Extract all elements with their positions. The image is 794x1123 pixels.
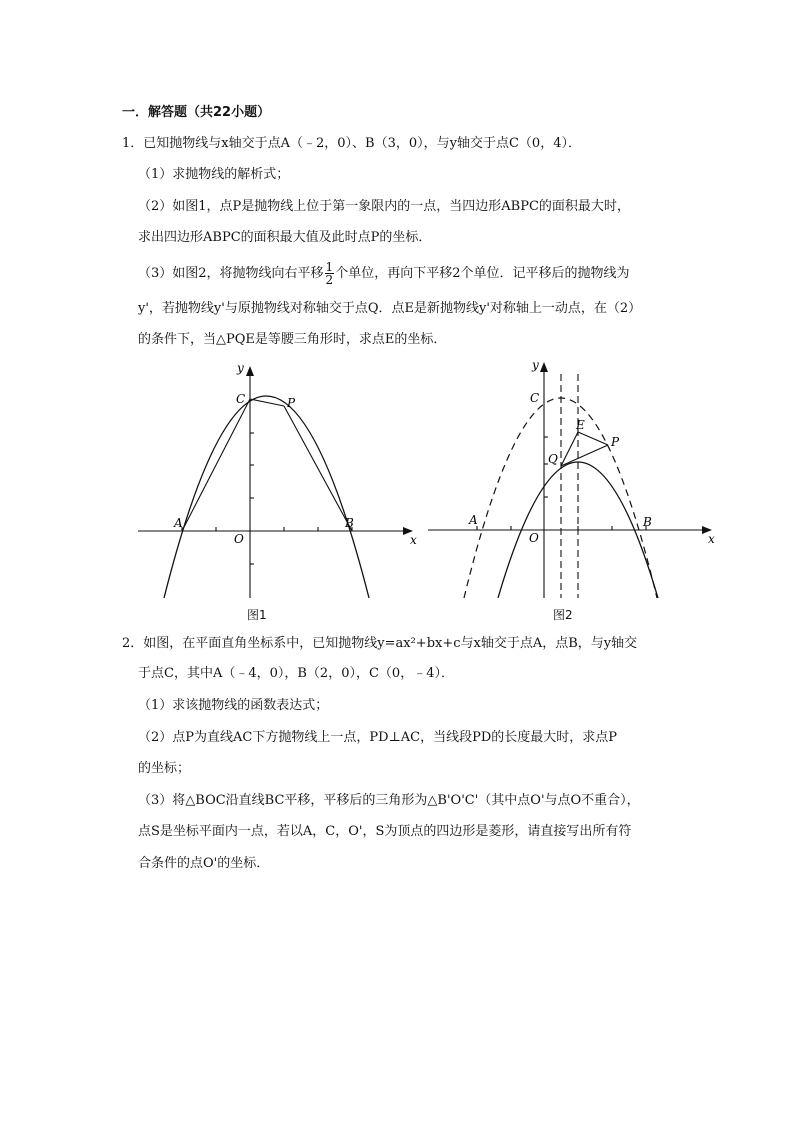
question-2-stem-line-2: 于点C，其中A（﹣4，0），B（2，0），C（0，﹣4）． — [138, 666, 454, 681]
figure-2 — [422, 352, 722, 626]
figure-1-label-P: P — [287, 396, 296, 410]
question-2-part-2-line-2: 的坐标； — [138, 761, 191, 776]
question-1-part-2-line-2: 求出四边形ABPC的面积最大值及此时点P的坐标． — [138, 230, 432, 245]
figure-2-label-E: E — [576, 418, 585, 432]
figure-1-label-O: O — [234, 532, 244, 546]
fraction-denominator: 2 — [325, 273, 334, 287]
figure-1-y-arrow — [246, 366, 254, 376]
figure-1 — [132, 356, 422, 626]
question-2-stem-line-1 — [122, 635, 637, 653]
question-1-part-1: （1）求抛物线的解析式； — [138, 167, 290, 182]
figure-2-label-C: C — [530, 391, 540, 405]
figure-2-ticks — [477, 437, 646, 530]
segment-CP — [250, 399, 284, 406]
question-2-number: 2． — [122, 636, 144, 651]
figure-2-label-x: x — [708, 532, 715, 546]
figure-2-caption: 图2 — [553, 608, 573, 622]
fraction-one-half — [325, 261, 335, 286]
figure-1-label-B: B — [345, 516, 354, 530]
figure-2-label-y: y — [532, 358, 539, 372]
figure-2-label-O: O — [529, 531, 539, 545]
segment-AC — [182, 399, 250, 531]
question-2-part-3-line-3: 合条件的点O'的坐标． — [138, 856, 270, 871]
question-1-part-3-text-b: 个单位，再向下平移2个单位．记平移后的抛物线为 — [335, 266, 630, 281]
question-1-part-3-text-a: （3）如图2，将抛物线向右平移 — [138, 266, 324, 281]
figure-1-label-C: C — [236, 392, 246, 406]
question-1-stem — [122, 135, 581, 153]
question-2-part-1: （1）求该抛物线的函数表达式； — [138, 698, 329, 713]
figure-2-label-Q: Q — [548, 452, 558, 466]
question-2-text-a: 如图，在平面直角坐标系中，已知抛物线y=ax²+bx+c与x轴交于点A，点B，与y轴交 — [143, 636, 638, 651]
figure-1-label-y: y — [237, 361, 244, 375]
question-2-part-3-line-1: （3）将△BOC沿直线BC平移，平移后的三角形为△B'O'C'（其中点O'与点O不重合）， — [138, 793, 640, 808]
figure-2-label-P: P — [611, 435, 620, 449]
question-1-part-3-line-2: y'，若抛物线y'与原抛物线对称轴交于点Q．点E是新抛物线y'对称轴上一动点，在（2） — [138, 301, 642, 316]
figure-2-y-arrow — [540, 362, 548, 372]
question-1-part-3-line-3: 的条件下，当△PQE是等腰三角形时，求点E的坐标． — [138, 332, 447, 347]
question-1-part-3-line-1 — [138, 261, 629, 286]
question-1-part-2-line-1: （2）如图1，点P是抛物线上位于第一象限内的一点，当四边形ABPC的面积最大时， — [138, 199, 630, 214]
question-2-part-3-line-2: 点S是坐标平面内一点，若以A，C，O'，S为顶点的四边形是菱形，请直接写出所有符 — [138, 824, 632, 839]
figure-1-label-A: A — [174, 516, 183, 530]
figure-2-label-A: A — [469, 513, 478, 527]
section-title: 一．解答题（共22小题） — [122, 105, 271, 120]
figure-1-ticks — [182, 433, 352, 564]
figure-1-label-x: x — [410, 533, 417, 547]
question-2-part-2-line-1: （2）点P为直线AC下方抛物线上一点，PD⊥AC，当线段PD的长度最大时，求点P — [138, 730, 618, 745]
segment-QE — [561, 432, 578, 466]
fraction-numerator: 1 — [325, 260, 334, 274]
question-1-number: 1． — [122, 136, 144, 151]
figure-1-parabola — [164, 396, 369, 598]
question-1-text: 已知抛物线与x轴交于点A（﹣2，0）、B（3，0），与y轴交于点C（0，4）． — [143, 136, 581, 151]
figure-1-caption: 图1 — [247, 608, 267, 622]
figure-2-label-B: B — [643, 515, 652, 529]
segment-PB — [284, 406, 352, 531]
